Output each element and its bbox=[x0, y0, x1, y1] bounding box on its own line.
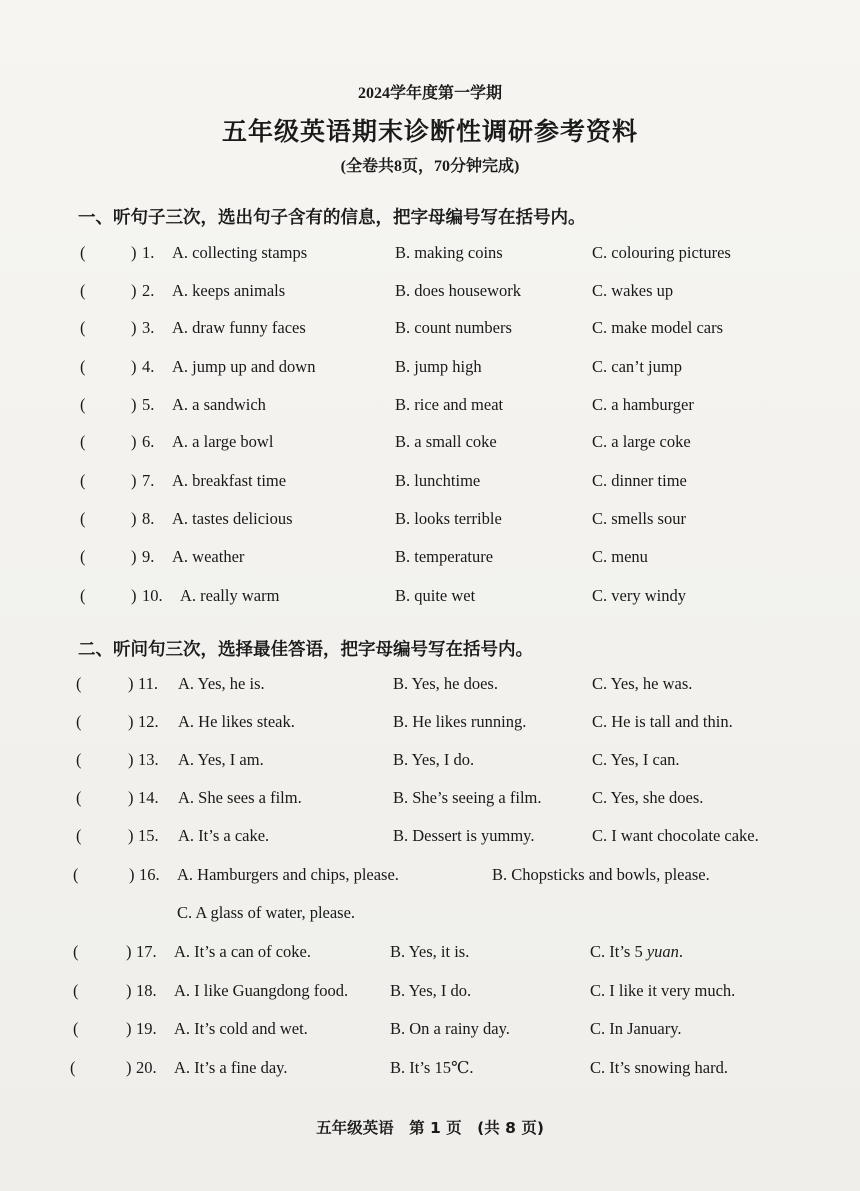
question-number: 2. bbox=[142, 281, 155, 300]
question-row bbox=[0, 432, 860, 462]
option-c: C. Yes, he was. bbox=[592, 674, 693, 693]
question-number: 20. bbox=[136, 1058, 157, 1077]
question-row bbox=[0, 865, 860, 895]
option-a: A. really warm bbox=[180, 586, 280, 605]
option-b: B. Yes, he does. bbox=[393, 674, 498, 693]
answer-paren-open[interactable]: ( bbox=[80, 281, 86, 300]
option-c: C. Yes, she does. bbox=[592, 788, 704, 807]
question-number: 16. bbox=[139, 865, 160, 884]
question-number: 6. bbox=[142, 432, 155, 451]
answer-paren-close: ) bbox=[131, 243, 137, 262]
answer-paren-close: ) bbox=[126, 1058, 132, 1077]
question-row-continued bbox=[0, 903, 860, 933]
answer-paren-open[interactable]: ( bbox=[76, 826, 82, 845]
option-c: C. make model cars bbox=[592, 318, 724, 337]
option-b: B. Yes, I do. bbox=[393, 750, 475, 769]
option-c-prefix: C. It’s 5 bbox=[590, 942, 647, 961]
question-row bbox=[0, 942, 860, 972]
option-b: B. does housework bbox=[395, 281, 522, 300]
answer-paren-open[interactable]: ( bbox=[80, 432, 86, 451]
question-number: 18. bbox=[136, 981, 157, 1000]
option-a: A. Hamburgers and chips, please. bbox=[177, 865, 399, 884]
question-number: 8. bbox=[142, 509, 155, 528]
answer-paren-close: ) bbox=[131, 432, 137, 451]
option-c: C. colouring pictures bbox=[592, 243, 731, 262]
question-row bbox=[0, 471, 860, 501]
option-b: B. quite wet bbox=[395, 586, 476, 605]
answer-paren-open[interactable]: ( bbox=[76, 712, 82, 731]
question-row bbox=[0, 826, 860, 856]
option-a: A. Yes, I am. bbox=[178, 750, 264, 769]
option-b: B. She’s seeing a film. bbox=[393, 788, 542, 807]
option-b: B. Yes, it is. bbox=[390, 942, 470, 961]
option-b: B. looks terrible bbox=[395, 509, 502, 528]
option-b: B. It’s 15℃. bbox=[390, 1058, 474, 1077]
option-a: A. It’s cold and wet. bbox=[174, 1019, 308, 1038]
option-b: B. Yes, I do. bbox=[390, 981, 472, 1000]
option-b: B. Chopsticks and bowls, please. bbox=[492, 865, 710, 884]
question-number: 4. bbox=[142, 357, 155, 376]
answer-paren-close: ) bbox=[128, 826, 134, 845]
option-c: C. a large coke bbox=[592, 432, 691, 451]
question-row bbox=[0, 318, 860, 348]
question-number: 19. bbox=[136, 1019, 157, 1038]
option-b: B. lunchtime bbox=[395, 471, 481, 490]
option-a: A. draw funny faces bbox=[172, 318, 306, 337]
answer-paren-close: ) bbox=[128, 674, 134, 693]
answer-paren-close: ) bbox=[126, 1019, 132, 1038]
question-number: 13. bbox=[138, 750, 159, 769]
answer-paren-open[interactable]: ( bbox=[80, 509, 86, 528]
answer-paren-open[interactable]: ( bbox=[80, 471, 86, 490]
answer-paren-close: ) bbox=[128, 712, 134, 731]
answer-paren-open[interactable]: ( bbox=[73, 1019, 79, 1038]
option-c: C. can’t jump bbox=[592, 357, 682, 376]
option-a: A. collecting stamps bbox=[172, 243, 308, 262]
question-number: 15. bbox=[138, 826, 159, 845]
answer-paren-open[interactable]: ( bbox=[80, 243, 86, 262]
option-c: C. I like it very much. bbox=[590, 981, 736, 1000]
option-c: C. In January. bbox=[590, 1019, 682, 1038]
question-number: 17. bbox=[136, 942, 157, 961]
option-b: B. On a rainy day. bbox=[390, 1019, 510, 1038]
answer-paren-close: ) bbox=[131, 318, 137, 337]
question-row bbox=[0, 712, 860, 742]
option-c: C. wakes up bbox=[592, 281, 674, 300]
answer-paren-open[interactable]: ( bbox=[70, 1058, 76, 1077]
answer-paren-open[interactable]: ( bbox=[73, 865, 79, 884]
option-c: C. very windy bbox=[592, 586, 686, 605]
question-row bbox=[0, 1058, 860, 1088]
option-c: C. smells sour bbox=[592, 509, 686, 528]
option-a: A. breakfast time bbox=[172, 471, 287, 490]
question-number: 14. bbox=[138, 788, 159, 807]
option-a: A. It’s a cake. bbox=[178, 826, 270, 845]
section1-heading: 一、听句子三次，选出句子含有的信息，把字母编号写在括号内。 bbox=[78, 208, 586, 228]
section2-heading: 二、听问句三次，选择最佳答语，把字母编号写在括号内。 bbox=[78, 640, 533, 660]
question-number: 10. bbox=[142, 586, 163, 605]
answer-paren-open[interactable]: ( bbox=[80, 395, 86, 414]
answer-paren-close: ) bbox=[131, 357, 137, 376]
option-a: A. It’s a can of coke. bbox=[174, 942, 311, 961]
answer-paren-close: ) bbox=[131, 471, 137, 490]
question-row bbox=[0, 509, 860, 539]
option-c: C. I want chocolate cake. bbox=[592, 826, 759, 845]
option-a: A. a sandwich bbox=[172, 395, 266, 414]
answer-paren-open[interactable]: ( bbox=[80, 357, 86, 376]
option-c bbox=[590, 942, 683, 962]
option-c-currency: yuan bbox=[646, 942, 679, 961]
question-row bbox=[0, 281, 860, 311]
option-a: A. I like Guangdong food. bbox=[174, 981, 349, 1000]
page-footer: 五年级英语 第 1 页 (共 8 页) bbox=[316, 1119, 544, 1137]
option-a: A. a large bowl bbox=[172, 432, 274, 451]
option-b: B. jump high bbox=[395, 357, 482, 376]
question-row bbox=[0, 357, 860, 387]
option-c: C. It’s snowing hard. bbox=[590, 1058, 728, 1077]
option-c: C. A glass of water, please. bbox=[177, 903, 356, 922]
answer-paren-close: ) bbox=[128, 788, 134, 807]
option-b: B. temperature bbox=[395, 547, 494, 566]
answer-paren-close: ) bbox=[131, 586, 137, 605]
option-a: A. She sees a film. bbox=[178, 788, 302, 807]
question-number: 12. bbox=[138, 712, 159, 731]
question-row bbox=[0, 547, 860, 577]
option-a: A. weather bbox=[172, 547, 245, 566]
answer-paren-close: ) bbox=[126, 942, 132, 961]
question-row bbox=[0, 586, 860, 616]
option-a: A. Yes, he is. bbox=[178, 674, 265, 693]
option-a: A. jump up and down bbox=[172, 357, 316, 376]
option-a: A. It’s a fine day. bbox=[174, 1058, 288, 1077]
option-c: C. He is tall and thin. bbox=[592, 712, 733, 731]
option-c: C. a hamburger bbox=[592, 395, 694, 414]
option-b: B. making coins bbox=[395, 243, 503, 262]
option-c: C. Yes, I can. bbox=[592, 750, 680, 769]
answer-paren-open[interactable]: ( bbox=[80, 318, 86, 337]
option-b: B. He likes running. bbox=[393, 712, 527, 731]
option-a: A. He likes steak. bbox=[178, 712, 295, 731]
option-c: C. menu bbox=[592, 547, 648, 566]
question-number: 11. bbox=[138, 674, 159, 693]
option-b: B. count numbers bbox=[395, 318, 512, 337]
question-row bbox=[0, 243, 860, 273]
question-number: 1. bbox=[142, 243, 155, 262]
answer-paren-close: ) bbox=[128, 750, 134, 769]
page-subtitle: (全卷共8页，70分钟完成) bbox=[340, 158, 520, 175]
question-number: 3. bbox=[142, 318, 155, 337]
question-row bbox=[0, 674, 860, 704]
question-row bbox=[0, 981, 860, 1011]
question-row bbox=[0, 1019, 860, 1049]
question-number: 9. bbox=[142, 547, 155, 566]
answer-paren-open[interactable]: ( bbox=[76, 674, 82, 693]
answer-paren-open[interactable]: ( bbox=[76, 788, 82, 807]
option-b: B. rice and meat bbox=[395, 395, 504, 414]
semester-label: 2024学年度第一学期 bbox=[357, 85, 502, 102]
answer-paren-open[interactable]: ( bbox=[76, 750, 82, 769]
question-number: 5. bbox=[142, 395, 155, 414]
option-a: A. tastes delicious bbox=[172, 509, 293, 528]
answer-paren-open[interactable]: ( bbox=[80, 586, 86, 605]
option-a: A. keeps animals bbox=[172, 281, 286, 300]
question-number: 7. bbox=[142, 471, 155, 490]
answer-paren-close: ) bbox=[131, 547, 137, 566]
answer-paren-close: ) bbox=[126, 981, 132, 1000]
answer-paren-close: ) bbox=[131, 281, 137, 300]
option-b: B. a small coke bbox=[395, 432, 497, 451]
answer-paren-close: ) bbox=[129, 865, 135, 884]
option-c: C. dinner time bbox=[592, 471, 687, 490]
answer-paren-open[interactable]: ( bbox=[73, 942, 79, 961]
question-row bbox=[0, 395, 860, 425]
answer-paren-open[interactable]: ( bbox=[73, 981, 79, 1000]
answer-paren-open[interactable]: ( bbox=[80, 547, 86, 566]
option-b: B. Dessert is yummy. bbox=[393, 826, 535, 845]
question-row bbox=[0, 788, 860, 818]
page-title: 五年级英语期末诊断性调研参考资料 bbox=[221, 117, 638, 146]
answer-paren-close: ) bbox=[131, 395, 137, 414]
answer-paren-close: ) bbox=[131, 509, 137, 528]
option-c-suffix: . bbox=[678, 942, 684, 961]
question-row bbox=[0, 750, 860, 780]
